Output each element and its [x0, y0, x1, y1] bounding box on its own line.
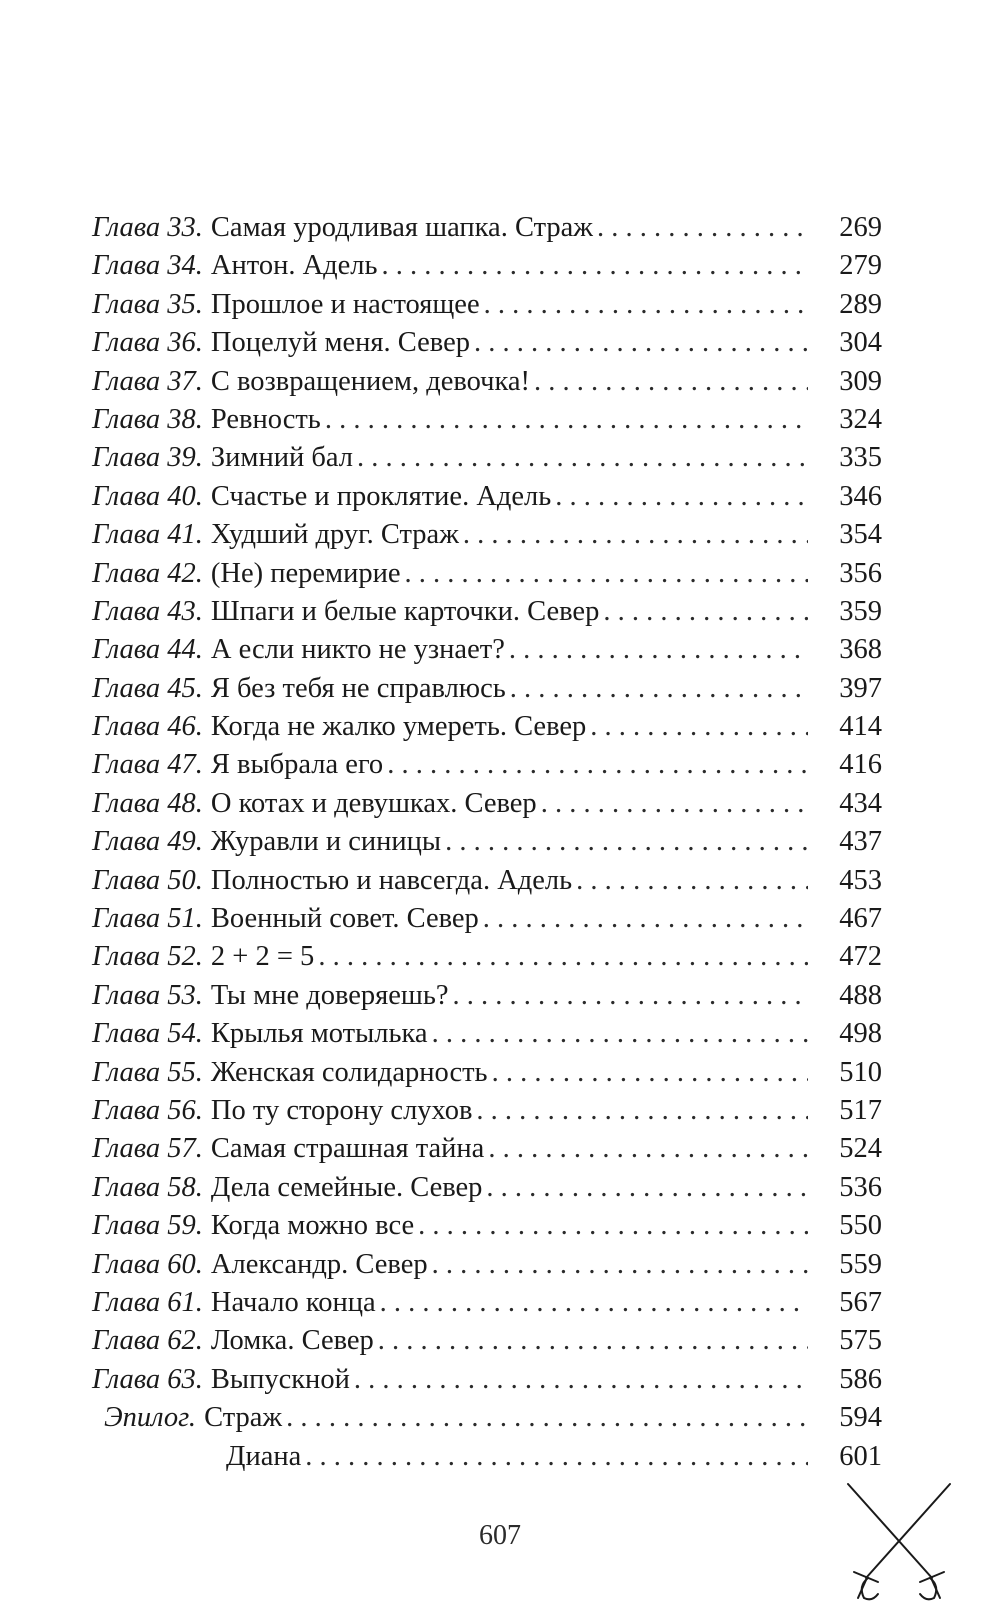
dot-leader	[445, 826, 808, 858]
page-number: 416	[839, 749, 882, 781]
dot-leader	[476, 1095, 808, 1127]
chapter-title: Самая уродливая шапка. Страж	[210, 212, 593, 243]
toc-entry	[92, 481, 882, 519]
chapter-label: Глава 63.	[92, 1363, 203, 1395]
chapter-title: По ту сторону слухов	[210, 1094, 473, 1126]
chapter-title: Прошлое и настоящее	[210, 288, 480, 320]
toc-entry	[92, 749, 882, 787]
page-number: 279	[839, 250, 882, 282]
dot-leader	[318, 941, 808, 973]
dot-leader	[404, 558, 808, 590]
chapter-label: Глава 34.	[92, 250, 203, 282]
toc-entry	[92, 442, 882, 480]
page-number: 414	[839, 711, 882, 743]
chapter-label: Глава 36.	[92, 327, 203, 359]
dot-leader	[357, 442, 808, 474]
toc-entry	[92, 1057, 882, 1095]
page-number: 498	[839, 1018, 882, 1050]
chapter-label: Глава 49.	[92, 826, 203, 858]
page-number: 397	[839, 672, 882, 704]
toc-entry	[92, 673, 882, 711]
chapter-title: Крылья мотылька	[210, 1018, 428, 1050]
page-number: 346	[839, 480, 882, 512]
dot-leader	[576, 865, 808, 897]
dot-leader	[387, 749, 808, 781]
toc-entry	[92, 1287, 882, 1325]
page-number: 368	[839, 634, 882, 666]
dot-leader	[432, 1249, 808, 1281]
dot-leader	[378, 1325, 808, 1357]
dot-leader	[463, 519, 808, 551]
chapter-title: Журавли и синицы	[210, 826, 442, 858]
dot-leader	[382, 250, 808, 282]
dot-leader	[510, 673, 808, 705]
page-number: 356	[839, 557, 882, 589]
chapter-title: А если никто не узнает?	[210, 634, 505, 666]
chapter-label: Глава 46.	[92, 711, 203, 743]
toc-entry	[92, 327, 882, 365]
chapter-label: Глава 35.	[92, 288, 203, 320]
page-number: 510	[839, 1056, 882, 1088]
chapter-label: Глава 54.	[92, 1018, 203, 1050]
toc-entry	[92, 980, 882, 1018]
toc-entry	[92, 1133, 882, 1171]
chapter-label: Глава 61.	[92, 1286, 203, 1318]
toc-entry	[92, 289, 882, 327]
chapter-title: Выпускной	[210, 1363, 350, 1395]
table-of-contents	[92, 212, 882, 1479]
toc-entry	[92, 826, 882, 864]
toc-entry-epilogue-sub	[92, 1441, 882, 1479]
toc-entry	[92, 250, 882, 288]
page-number: 304	[839, 327, 882, 359]
chapter-label: Глава 38.	[92, 403, 203, 435]
chapter-title: О котах и девушках. Север	[210, 787, 537, 819]
chapter-label: Глава 52.	[92, 941, 203, 973]
chapter-title: Я выбрала его	[210, 749, 384, 781]
chapter-title: Когда не жалко умереть. Север	[210, 711, 587, 743]
page-number: 309	[839, 365, 882, 397]
chapter-label: Глава 51.	[92, 903, 203, 935]
toc-entry	[92, 366, 882, 404]
page-number: 437	[839, 826, 882, 858]
toc-entry-epilogue	[92, 1402, 882, 1440]
chapter-title: 2 + 2 = 5	[210, 941, 315, 973]
chapter-title: Дела семейные. Север	[210, 1171, 483, 1203]
chapter-title: Женская солидарность	[210, 1056, 488, 1088]
page-number: 559	[839, 1248, 882, 1280]
chapter-title: Шпаги и белые карточки. Север	[210, 595, 600, 627]
toc-entry	[92, 1210, 882, 1248]
chapter-title: Военный совет. Север	[210, 903, 479, 935]
chapter-label: Глава 39.	[92, 442, 203, 474]
dot-leader	[286, 1402, 808, 1434]
page-number: 453	[839, 864, 882, 896]
chapter-label: Глава 62.	[92, 1325, 203, 1357]
chapter-label: Глава 33.	[92, 212, 203, 243]
dot-leader	[486, 1172, 808, 1204]
chapter-label: Глава 56.	[92, 1094, 203, 1126]
chapter-title: Зимний бал	[210, 442, 353, 474]
dot-leader	[484, 289, 808, 321]
chapter-label: Глава 40.	[92, 480, 203, 512]
chapter-title: Начало конца	[210, 1286, 376, 1318]
crossed-swords-icon	[840, 1480, 960, 1605]
toc-entry	[92, 404, 882, 442]
page-number: 586	[839, 1363, 882, 1395]
page-number: 524	[839, 1133, 882, 1165]
dot-leader	[590, 711, 808, 743]
chapter-title: Ты мне доверяешь?	[210, 979, 449, 1011]
epilogue-title: Страж	[204, 1402, 283, 1434]
page-number: 289	[839, 288, 882, 320]
page-number: 536	[839, 1171, 882, 1203]
chapter-title: Когда можно все	[210, 1210, 415, 1242]
chapter-label: Глава 58.	[92, 1171, 203, 1203]
toc-entry	[92, 865, 882, 903]
dot-leader	[603, 596, 808, 628]
dot-leader	[325, 404, 808, 436]
page-number: 472	[839, 941, 882, 973]
epilogue-sub-title: Диана	[226, 1440, 302, 1472]
chapter-title: Ревность	[210, 403, 321, 435]
chapter-title: Самая страшная тайна	[210, 1133, 485, 1165]
page-number: 575	[839, 1325, 882, 1357]
chapter-label: Глава 55.	[92, 1056, 203, 1088]
page-number: 601	[839, 1440, 882, 1472]
chapter-label: Глава 60.	[92, 1248, 203, 1280]
toc-entry	[92, 1249, 882, 1287]
chapter-title: Я без тебя не справлюсь	[210, 672, 506, 704]
epilogue-label: Эпилог.	[104, 1402, 197, 1434]
chapter-label: Глава 47.	[92, 749, 203, 781]
dot-leader	[492, 1057, 808, 1089]
toc-entry	[92, 1018, 882, 1056]
page-number: 550	[839, 1210, 882, 1242]
dot-leader	[305, 1441, 808, 1473]
toc-entry	[92, 1095, 882, 1133]
chapter-label: Глава 45.	[92, 672, 203, 704]
dot-leader	[474, 327, 808, 359]
chapter-title: Антон. Адель	[210, 250, 378, 282]
chapter-label: Глава 37.	[92, 365, 203, 397]
dot-leader	[418, 1210, 808, 1242]
chapter-title: (Не) перемирие	[210, 557, 401, 589]
dot-leader	[597, 212, 808, 244]
toc-entry	[92, 519, 882, 557]
chapter-title: Поцелуй меня. Север	[210, 327, 470, 359]
page-number: 434	[839, 787, 882, 819]
toc-entry	[92, 558, 882, 596]
chapter-title: Худший друг. Страж	[210, 519, 459, 551]
chapter-label: Глава 43.	[92, 595, 203, 627]
chapter-title: С возвращением, девочка!	[210, 365, 531, 397]
dot-leader	[509, 634, 808, 666]
chapter-label: Глава 59.	[92, 1210, 203, 1242]
page-number: 354	[839, 519, 882, 551]
dot-leader	[534, 366, 808, 398]
toc-entry	[92, 1364, 882, 1402]
toc-entry	[92, 1325, 882, 1363]
page-number: 594	[839, 1402, 882, 1434]
dot-leader	[488, 1133, 808, 1165]
chapter-label: Глава 57.	[92, 1133, 203, 1165]
chapter-label: Глава 44.	[92, 634, 203, 666]
dot-leader	[555, 481, 808, 513]
toc-entry	[92, 634, 882, 672]
dot-leader	[541, 788, 808, 820]
chapter-title: Счастье и проклятие. Адель	[210, 480, 552, 512]
chapter-label: Глава 41.	[92, 519, 203, 551]
chapter-title: Александр. Север	[210, 1248, 428, 1280]
dot-leader	[354, 1364, 808, 1396]
chapter-label: Глава 50.	[92, 864, 203, 896]
page-number: 324	[839, 403, 882, 435]
chapter-title: Полностью и навсегда. Адель	[210, 864, 573, 896]
chapter-label: Глава 53.	[92, 979, 203, 1011]
dot-leader	[453, 980, 808, 1012]
page-number: 359	[839, 595, 882, 627]
toc-entry	[92, 711, 882, 749]
toc-entry	[92, 596, 882, 634]
page-number: 488	[839, 979, 882, 1011]
dot-leader	[432, 1018, 808, 1050]
chapter-label: Глава 42.	[92, 557, 203, 589]
toc-entry	[92, 788, 882, 826]
toc-entry	[92, 903, 882, 941]
page-number: 269	[839, 212, 882, 243]
page-folio: 607	[479, 1520, 521, 1551]
dot-leader	[483, 903, 808, 935]
page-number: 517	[839, 1094, 882, 1126]
toc-entry	[92, 1172, 882, 1210]
toc-entry	[92, 212, 882, 250]
chapter-title: Ломка. Север	[210, 1325, 374, 1357]
toc-entry	[92, 941, 882, 979]
page-number: 335	[839, 442, 882, 474]
chapter-label: Глава 48.	[92, 787, 203, 819]
page-number: 467	[839, 903, 882, 935]
page-number: 567	[839, 1286, 882, 1318]
dot-leader	[380, 1287, 808, 1319]
